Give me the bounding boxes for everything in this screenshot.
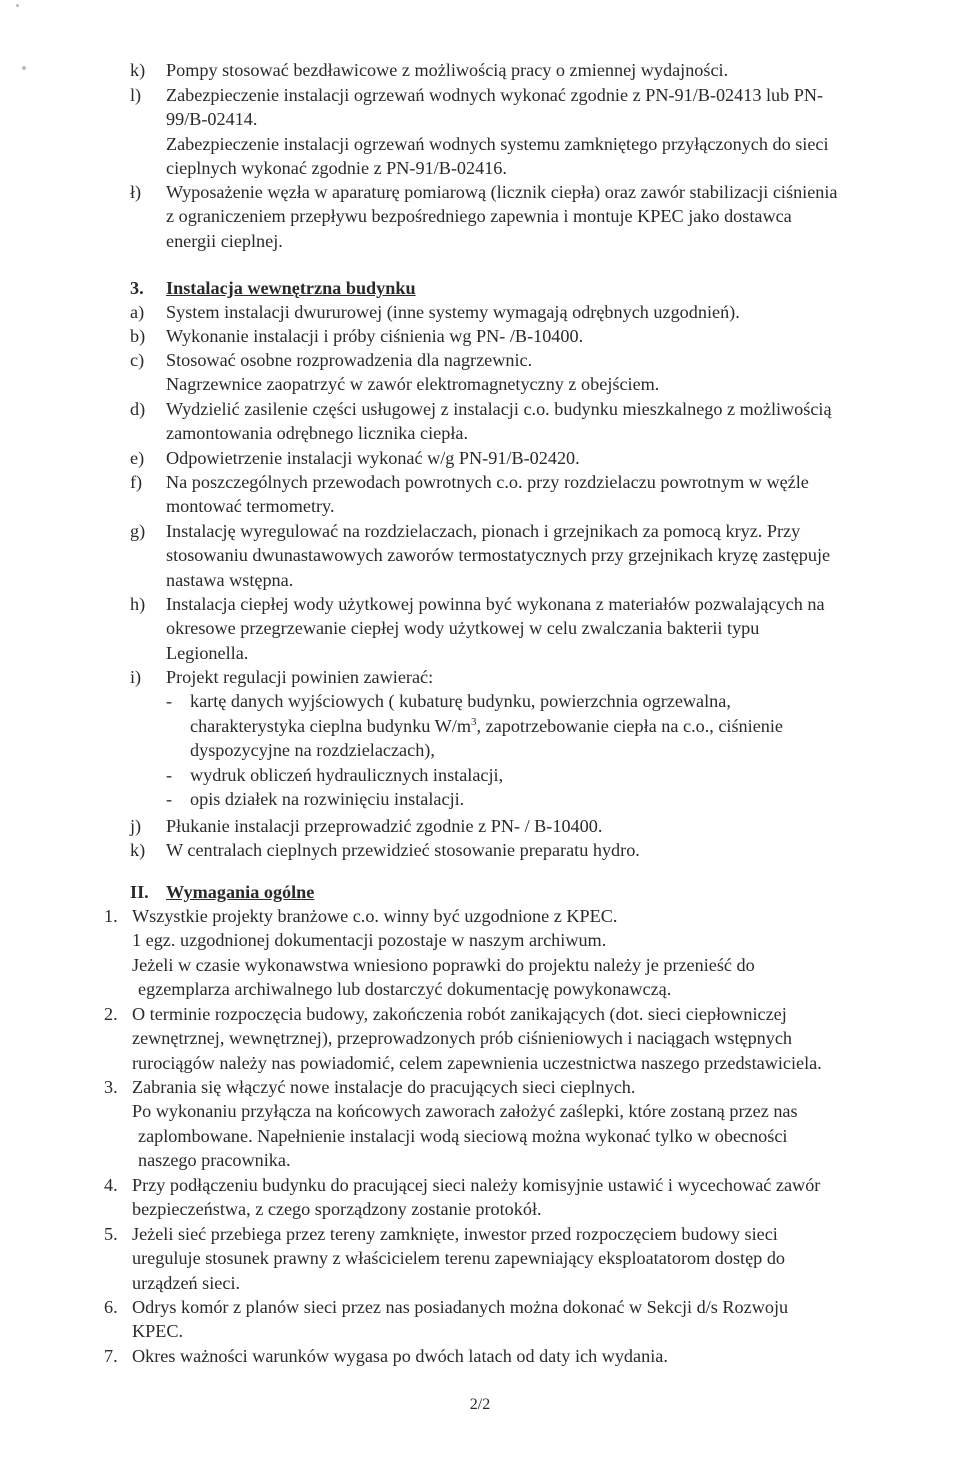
- numbered-item-5: [104, 1222, 904, 1295]
- item-text: Instalację wyregulować na rozdzielaczach, pionach i grzejnikach za pomocą kryz. Przy: [166, 521, 801, 541]
- item-text: 99/B-02414.: [166, 109, 258, 130]
- list-item-d: [130, 397, 930, 446]
- list-item-c: [130, 348, 930, 397]
- item-text: nastawa wstępna.: [166, 569, 294, 590]
- item-text: Legionella.: [166, 642, 249, 663]
- item-text: Przy podłączeniu budynku do pracującej sieci należy komisyjnie ustawić i wycechować zawór: [132, 1175, 821, 1195]
- list-item-e: [130, 446, 930, 470]
- item-number: 4.: [104, 1175, 118, 1195]
- section-number: II.: [130, 882, 149, 902]
- item-number: 5.: [104, 1224, 118, 1244]
- item-text: Zabrania się włączyć nowe instalacje do pracujących sieci cieplnych.: [132, 1077, 636, 1097]
- list-item-f: [130, 470, 930, 519]
- item-text: Wszystkie projekty branżowe c.o. winny być uzgodnione z KPEC.: [132, 906, 618, 926]
- item-number: 2.: [104, 1004, 118, 1024]
- item-text: Projekt regulacji powinien zawierać:: [166, 667, 434, 687]
- list-item-g: [130, 519, 930, 592]
- item-text: dyspozycyjne na rozdzielaczach),: [190, 740, 435, 761]
- section-title: Wymagania ogólne: [166, 882, 315, 902]
- item-text: urządzeń sieci.: [132, 1272, 241, 1293]
- item-text: Nagrzewnice zaopatrzyć w zawór elektromagnetyczny z obejściem.: [166, 374, 660, 395]
- item-label: a): [130, 302, 145, 322]
- item-text: Stosować osobne rozprowadzenia dla nagrzewnic.: [166, 350, 533, 370]
- item-number: 3.: [104, 1077, 118, 1097]
- bullet-item: [166, 689, 930, 762]
- item-label: d): [130, 399, 146, 419]
- item-text: z ograniczeniem przepływu bezpośredniego zapewnia i montuje KPEC jako dostawca: [166, 206, 792, 227]
- section-title: Instalacja wewnętrzna budynku: [166, 278, 416, 298]
- list-item-i: [130, 665, 930, 811]
- item-text: Zabezpieczenie instalacji ogrzewań wodnych wykonać zgodnie z PN-91/B-02413 lub PN-: [166, 85, 824, 105]
- list-item-j: [130, 814, 930, 838]
- item-number: 6.: [104, 1297, 118, 1317]
- item-text: stosowaniu dwunastawowych zaworów termostatycznych przy grzejnikach kryzę zastępuje: [166, 545, 831, 566]
- scan-speck: [16, 4, 19, 7]
- item-label: j): [130, 816, 142, 836]
- scan-speck: [22, 66, 26, 70]
- item-label: c): [130, 350, 145, 370]
- item-text: Po wykonaniu przyłącza na końcowych zaworach założyć zaślepki, które zostaną przez nas: [132, 1101, 798, 1122]
- item-label: k): [130, 60, 146, 80]
- bullet-dash: -: [166, 789, 173, 810]
- item-text: Płukanie instalacji przeprowadzić zgodnie z PN- / B-10400.: [166, 816, 603, 836]
- item-label: e): [130, 448, 145, 468]
- item-label: h): [130, 594, 146, 614]
- item-text: O terminie rozpoczęcia budowy, zakończenia robót zanikających (dot. sieci ciepłowniczej: [132, 1004, 787, 1024]
- item-text: zewnętrznej, wewnętrznej), przeprowadzonych prób ciśnieniowych i naciągach wstępnych: [132, 1028, 793, 1049]
- list-item-k: [130, 58, 930, 82]
- numbered-item-4: [104, 1173, 904, 1222]
- item-text: KPEC.: [132, 1321, 184, 1342]
- numbered-item-1: [104, 904, 904, 1002]
- list-item-l-stroke: [130, 180, 930, 253]
- item-text: Jeżeli w czasie wykonawstwa wniesiono poprawki do projektu należy je przenieść do: [132, 954, 755, 975]
- item-label: l): [130, 85, 142, 105]
- item-label: f): [130, 472, 143, 492]
- item-text: Odrys komór z planów sieci przez nas posiadanych można dokonać w Sekcji d/s Rozwoju: [132, 1297, 789, 1317]
- item-text: ureguluje stosunek prawny z właścicielem terenu zapewniający eksploatatorom dostęp do: [132, 1248, 786, 1269]
- item-text: System instalacji dwururowej (inne systemy wymagają odrębnych uzgodnień).: [166, 302, 740, 322]
- superscript: 3: [470, 715, 477, 728]
- item-text: energii cieplnej.: [166, 230, 283, 251]
- item-label: g): [130, 521, 146, 541]
- item-text: W centralach cieplnych przewidzieć stosowanie preparatu hydro.: [166, 840, 640, 860]
- item-text: zamontowania odrębnego licznika ciepła.: [166, 423, 468, 444]
- bullet-dash: -: [166, 764, 173, 785]
- numbered-item-2: [104, 1002, 904, 1075]
- item-text: kartę danych wyjściowych ( kubaturę budynku, powierzchnia ogrzewalna,: [190, 691, 731, 712]
- section-number: 3.: [130, 278, 144, 298]
- item-text: Pompy stosować bezdławicowe z możliwością pracy o zmiennej wydajności.: [166, 60, 729, 80]
- item-text: egzemplarza archiwalnego lub dostarczyć dokumentację powykonawczą.: [138, 979, 672, 1000]
- bullet-item: [166, 763, 930, 787]
- item-text: Okres ważności warunków wygasa po dwóch latach od daty ich wydania.: [132, 1346, 668, 1366]
- item-text: opis działek na rozwinięciu instalacji.: [190, 789, 465, 810]
- item-label: k): [130, 840, 146, 860]
- item-text: Odpowietrzenie instalacji wykonać w/g PN-91/B-02420.: [166, 448, 580, 468]
- item-text: montować termometry.: [166, 496, 335, 517]
- item-text: okresowe przegrzewanie ciepłej wody użytkowej w celu zwalczania bakterii typu: [166, 618, 760, 639]
- item-label: ł): [130, 182, 142, 202]
- item-text: Zabezpieczenie instalacji ogrzewań wodnych systemu zamkniętego przyłączonych do sieci: [166, 133, 829, 154]
- list-item-b: [130, 324, 930, 348]
- list-item-a: [130, 300, 930, 324]
- item-number: 1.: [104, 906, 118, 926]
- section-heading: [130, 880, 930, 904]
- list-item-k2: [130, 838, 930, 862]
- item-text: bezpieczeństwa, z czego sporządzony zostanie protokół.: [132, 1199, 542, 1220]
- bullet-dash: -: [166, 691, 173, 712]
- item-text: Wydzielić zasilenie części usługowej z instalacji c.o. budynku mieszkalnego z możliwością: [166, 399, 832, 419]
- item-text: 1 egz. uzgodnionej dokumentacji pozostaje w naszym archiwum.: [132, 930, 607, 951]
- numbered-item-3: [104, 1075, 904, 1173]
- item-number: 7.: [104, 1346, 118, 1366]
- list-item-h: [130, 592, 930, 665]
- item-text: Na poszczególnych przewodach powrotnych c.o. przy rozdzielaczu powrotnym w węźle: [166, 472, 809, 492]
- item-text: naszego pracownika.: [138, 1150, 291, 1171]
- page-number: 2/2: [469, 1396, 491, 1413]
- item-text: cieplnych wykonać zgodnie z PN-91/B-02416.: [166, 158, 507, 179]
- item-label: i): [130, 667, 142, 687]
- item-label: b): [130, 326, 146, 346]
- item-text: Instalacja ciepłej wody użytkowej powinna być wykonana z materiałów pozwalających na: [166, 594, 825, 614]
- item-text: Jeżeli sieć przebiega przez tereny zamknięte, inwestor przed rozpoczęciem budowy sieci: [132, 1224, 778, 1244]
- item-text: Wyposażenie węzła w aparaturę pomiarową (licznik ciepła) oraz zawór stabilizacji ciśnienia: [166, 182, 838, 202]
- item-text: rurociągów należy nas powiadomić, celem zapewnienia uczestnictwa naszego przedstawiciela.: [132, 1052, 822, 1073]
- item-text: zaplombowane. Napełnienie instalacji wodą sieciową można wykonać tylko w obecności: [138, 1125, 788, 1146]
- list-item-l: [130, 83, 930, 181]
- section-heading: [130, 276, 930, 300]
- item-text: wydruk obliczeń hydraulicznych instalacji,: [190, 764, 504, 785]
- item-text: Wykonanie instalacji i próby ciśnienia wg PN- /B-10400.: [166, 326, 584, 346]
- numbered-item-6: [104, 1295, 904, 1344]
- bullet-item: [166, 787, 930, 811]
- numbered-item-7: [104, 1344, 904, 1368]
- item-text-with-superscript: charakterystyka cieplna budynku $W/m^3$, zapotrzebowanie ciepła na c.o., ciśnienie: [190, 715, 783, 736]
